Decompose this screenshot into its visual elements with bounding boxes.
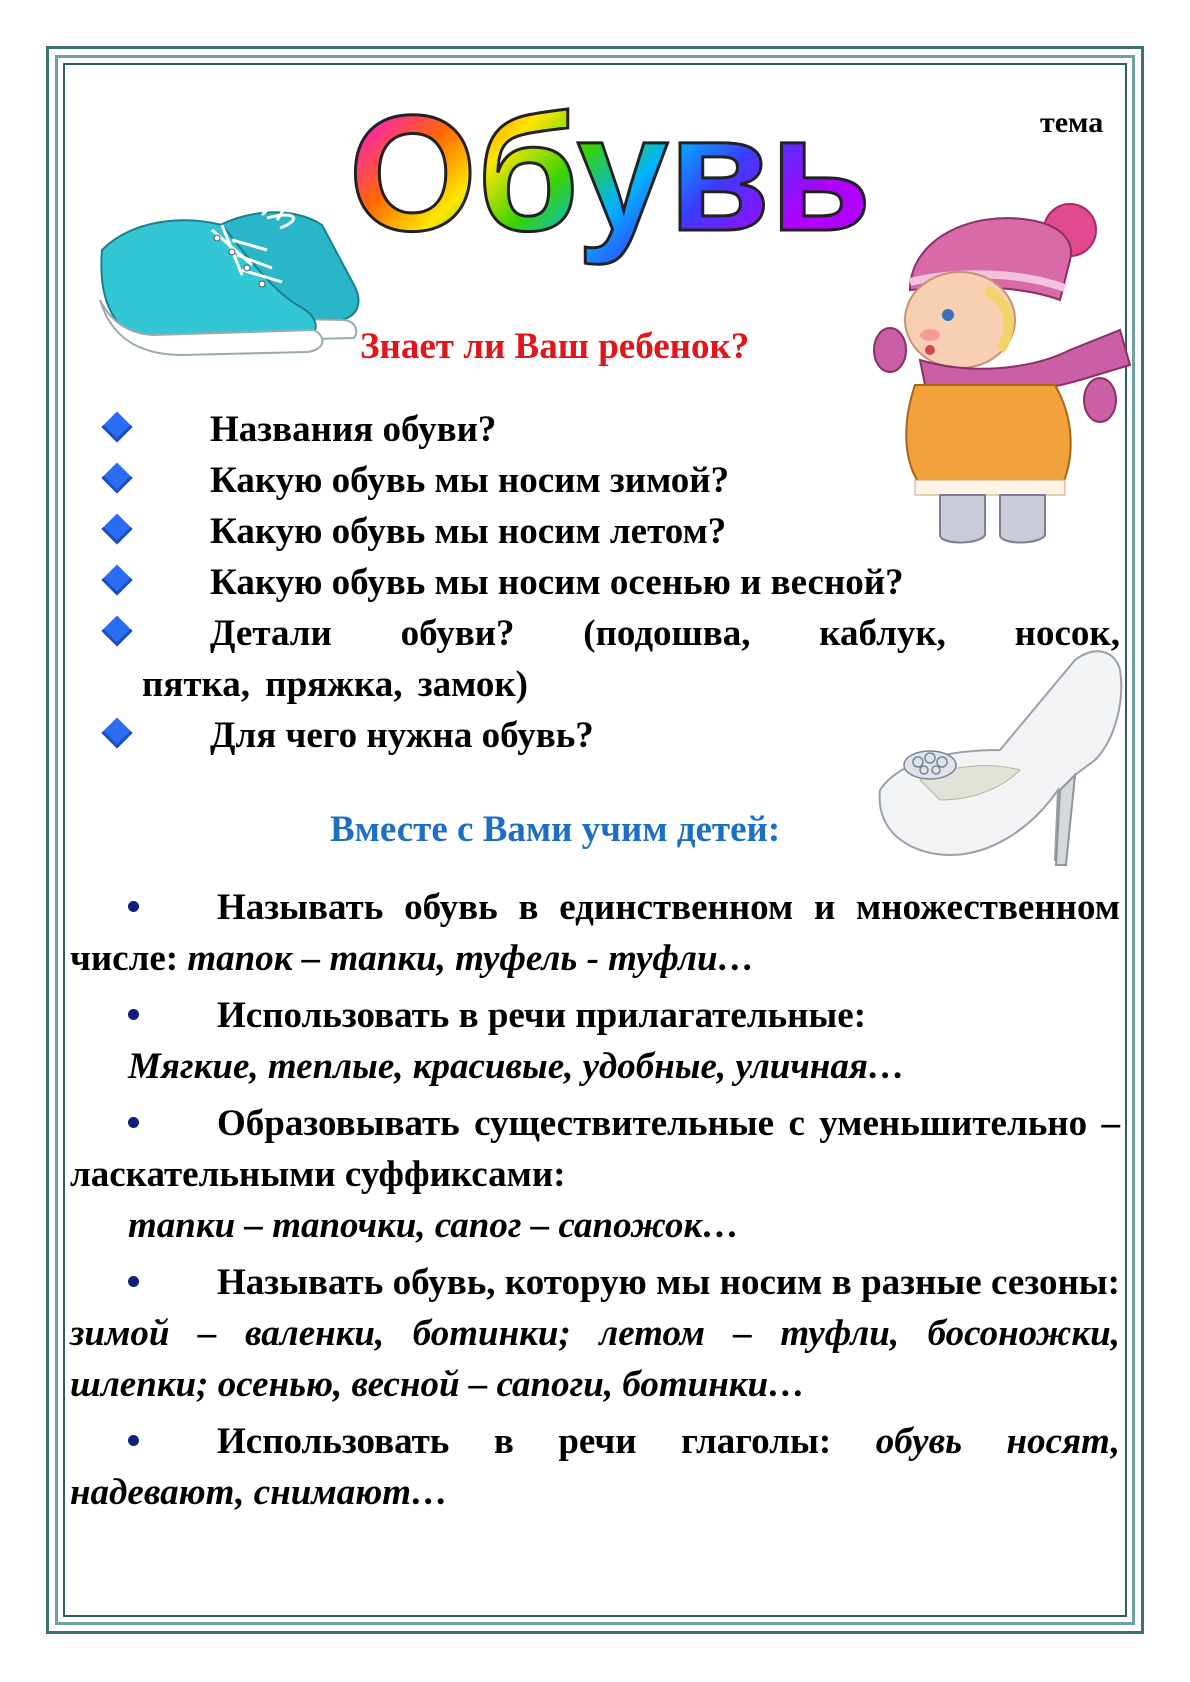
round-bullet-icon — [128, 1117, 139, 1128]
teaching-item-text: Использовать в речи глаголы: — [217, 1421, 832, 1462]
teaching-item-text: Использовать в речи прилагательные: — [217, 995, 867, 1036]
title-text: Обувь — [348, 81, 872, 265]
teaching-item-examples: обувь носят, надевают, снимают… — [70, 1421, 1121, 1513]
teaching-item-text: Называть обувь в единственном и множественном числе: — [70, 887, 1120, 979]
question-text: Детали обуви? (подошва, каблук, носок, — [210, 613, 1120, 654]
sneakers-illustration — [92, 190, 372, 370]
diamond-bullet-icon — [101, 462, 132, 493]
rainbow-title-graphic — [270, 80, 950, 270]
list-item — [100, 404, 1120, 455]
teaching-list — [70, 882, 1120, 1524]
teaching-item — [70, 882, 1120, 984]
question-text: Какую обувь мы носим летом? — [210, 511, 727, 552]
list-item — [100, 455, 1120, 506]
teaching-item-text: Образовывать существительные с уменьшительно – ласкательными суффиксами: — [70, 1103, 1120, 1195]
teaching-item-examples: Мягкие, теплые, красивые, удобные, уличная… — [128, 1046, 905, 1087]
diamond-bullet-icon — [101, 615, 132, 646]
list-item — [100, 608, 1120, 659]
question-text: Какую обувь мы носим зимой? — [210, 460, 730, 501]
teaching-item — [70, 1416, 1120, 1518]
list-item — [100, 506, 1120, 557]
teaching-item-text: Называть обувь, которую мы носим в разные сезоны: — [217, 1262, 1120, 1303]
list-item — [100, 557, 1120, 608]
questions-heading: Знает ли Ваш ребенок? — [360, 326, 750, 367]
theme-label: тема — [1040, 106, 1104, 139]
round-bullet-icon — [128, 1009, 139, 1020]
question-text: Для чего нужна обувь? — [210, 715, 594, 756]
question-text: Названия обуви? — [210, 409, 497, 450]
question-text: Какую обувь мы носим осенью и весной? — [210, 562, 904, 603]
teaching-item — [70, 1257, 1120, 1410]
teaching-item-examples: тапки – тапочки, сапог – сапожок… — [128, 1205, 740, 1246]
list-item-continuation: пятка, пряжка, замок) — [142, 664, 528, 705]
teaching-item-examples: зимой – валенки, ботинки; летом – туфли, босоножки, шлепки; осенью, весной – сапоги, ботинки… — [70, 1313, 1120, 1405]
questions-list — [100, 404, 1120, 761]
page-title — [270, 80, 950, 270]
diamond-bullet-icon — [101, 513, 132, 544]
teaching-item — [70, 1098, 1120, 1200]
teaching-item — [70, 990, 1120, 1041]
diamond-bullet-icon — [101, 564, 132, 595]
round-bullet-icon — [128, 1276, 139, 1287]
teaching-item-examples: тапок – тапки, туфель - туфли… — [187, 938, 755, 979]
diamond-bullet-icon — [101, 717, 132, 748]
list-item — [100, 710, 1120, 761]
round-bullet-icon — [128, 901, 139, 912]
round-bullet-icon — [128, 1435, 139, 1446]
diamond-bullet-icon — [101, 411, 132, 442]
teaching-heading: Вместе с Вами учим детей: — [330, 809, 781, 850]
